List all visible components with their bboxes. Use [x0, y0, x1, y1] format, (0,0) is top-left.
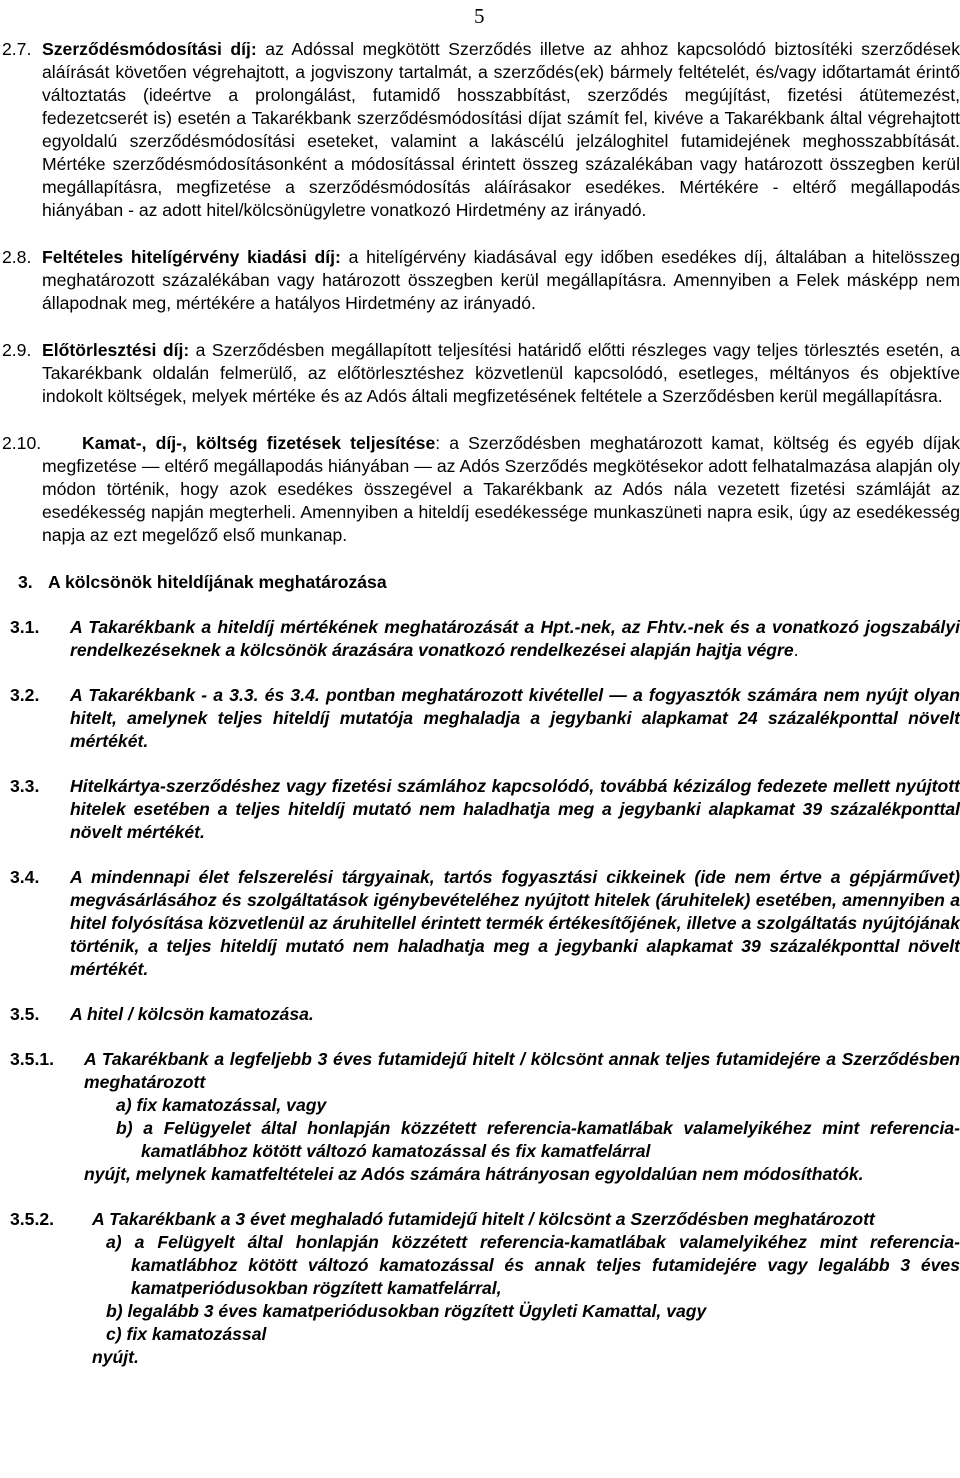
item-text: A hitel / kölcsön kamatozása. — [70, 1004, 314, 1024]
item-text: A Takarékbank - a 3.3. és 3.4. pontban meghatározott kivétellel — a fogyasztók számára nem nyújt olyan hitelt, amelynek teljes hiteldíj mutatója meghaladja a jegybanki alapkamat 24 százalékponttal növelt mértékét. — [70, 685, 960, 751]
heading-title: A kölcsönök hiteldíjának meghatározása — [48, 572, 387, 592]
section-number: 2.7. — [2, 39, 32, 59]
section-text: a hitelígérvény kiadásával egy időben esedékes díj, általában a hitelösszeg meghatározott százalékában vagy határozott összegben kerül megállapításra. Amennyiben a Felek másképp nem állapodnak meg, mértékére a hatályos Hirdetmény az irányadó. — [42, 247, 960, 313]
item-3-1 — [10, 616, 960, 662]
section-number: 2.8. — [2, 247, 32, 267]
item-outro: nyújt. — [92, 1347, 139, 1367]
item-3-2 — [10, 684, 960, 753]
option-b: b) a Felügyelet által honlapján közzétett referencia-kamatlábak valamelyikéhez mint referencia-kamatlábhoz kötött változó kamatozással és fix kamatfelárral — [116, 1118, 960, 1161]
option-c: c) fix kamatozással — [106, 1324, 267, 1344]
section-title: Szerződésmódosítási díj: — [42, 39, 257, 59]
option-a: a) a Felügyelt által honlapján közzétett referencia-kamatlábak valamelyikéhez mint referencia-kamatlábhoz kötött változó kamatozással és annak teljes futamidejére vagy legalább 3 éves kamatperiódusokban rögzített kamatfelárral, — [106, 1232, 960, 1298]
item-tail: . — [793, 640, 799, 660]
section-2-10 — [2, 432, 960, 547]
item-text: A mindennapi élet felszerelési tárgyainak, tartós fogyasztási cikkeinek (ide nem értve a gépjárművet) megvásárlásához és szolgáltatások igénybevételéhez nyújtott hitelek (áruhitelek) esetében, amennyiben a hitel folyósítása közvetlenül az áruhitellel érintett termék értékesítőjének, illetve a szolgáltatás nyújtójának történik, a teljes hiteldíj mutató nem haladhatja meg a jegybanki alapkamat 39 százalékponttal növelt mértékét. — [70, 867, 960, 979]
section-text: : a Szerződésben meghatározott kamat, költség és egyéb díjak megfizetése — eltérő megállapodás hiányában — az Adós Szerződés megkötésekor adott felhatalmazása alapján oly módon történik, hogy azok esedékes összegével a Takarékbank az Adós nála vezetett fizetési számláját az esedékesség napján megterheli. Amennyiben a hiteldíj esedékessége munkaszüneti napra esik, úgy az esedékesség napja az ezt megelőző első munkanap. — [42, 433, 960, 545]
section-title: Előtörlesztési díj: — [42, 340, 190, 360]
section-text: az Adóssal megkötött Szerződés illetve az ahhoz kapcsolódó biztosítéki szerződések aláírását követően végrehajtott, a jogviszony tartalmát, a szerződés(ek) bármely feltételét, és/vagy időtartamát érintő változtatás (ideértve a prolongálást, futamidő hosszabbítást, szerződés megújítást, fizetési átütemezést, fedezetcserét is) esetén a Takarékbank szerződésmódosítási díjat számít fel, kivéve a Takarékbank által végrehajtott egyoldalú szerződésmódosítási eseteket, valamint a lakáscélú jelzáloghitel futamidejének meghosszabbítását. Mértéke szerződésmódosításonként a módosítással érintett összeg százalékában vagy határozott összegben kerül megállapításra, megfizetése a szerződésmódosítás aláírásakor esedékes. Mértékére - eltérő megállapodás hiányában - az adott hitel/kölcsönügyletre vonatkozó Hirdetmény az irányadó. — [42, 39, 960, 220]
section-number: 2.10. — [2, 433, 42, 453]
item-outro: nyújt, melynek kamatfeltételei az Adós számára hátrányosan egyoldalúan nem módosíthatók. — [84, 1164, 864, 1184]
section-2-9 — [2, 339, 960, 408]
item-number: 3.2. — [10, 685, 40, 705]
section-2-7 — [2, 38, 960, 222]
option-b: b) legalább 3 éves kamatperiódusokban rögzített Ügyleti Kamattal, vagy — [106, 1301, 707, 1321]
item-3-5-1 — [10, 1048, 960, 1186]
item-3-5 — [10, 1003, 960, 1026]
options-list — [92, 1231, 960, 1346]
section-2-8 — [2, 246, 960, 315]
options-list — [84, 1094, 960, 1163]
item-text: A Takarékbank a hiteldíj mértékének meghatározását a Hpt.-nek, az Fhtv.-nek és a vonatkozó jogszabályi rendelkezéseknek a kölcsönök árazására vonatkozó rendelkezései alapján hajtja végre — [70, 617, 960, 660]
item-3-4 — [10, 866, 960, 981]
heading-3 — [10, 571, 960, 594]
item-intro: A Takarékbank a legfeljebb 3 éves futamidejű hitelt / kölcsönt annak teljes futamidejére a Szerződésben meghatározott — [84, 1049, 960, 1092]
item-number: 3.5.2. — [10, 1209, 55, 1229]
item-intro: A Takarékbank a 3 évet meghaladó futamidejű hitelt / kölcsönt a Szerződésben meghatározott — [92, 1209, 875, 1229]
item-3-5-2 — [10, 1208, 960, 1369]
item-number: 3.5. — [10, 1004, 40, 1024]
item-number: 3.4. — [10, 867, 40, 887]
item-number: 3.1. — [10, 617, 40, 637]
option-a: a) fix kamatozással, vagy — [116, 1095, 327, 1115]
item-number: 3.5.1. — [10, 1049, 55, 1069]
section-title: Feltételes hitelígérvény kiadási díj: — [42, 247, 341, 267]
item-number: 3.3. — [10, 776, 40, 796]
item-text: Hitelkártya-szerződéshez vagy fizetési számlához kapcsolódó, továbbá kézizálog fedezete mellett nyújtott hitelek esetében a teljes hiteldíj mutató nem haladhatja meg a jegybanki alapkamat 39 százalékponttal növelt mértékét. — [70, 776, 960, 842]
section-text: a Szerződésben megállapított teljesítési határidő előtti részleges vagy teljes törlesztés esetén, a Takarékbank oldalán felmerülő, az előtörlesztéshez közvetlenül kapcsolódó, esetleges, méltányos és objektíve indokolt költségek, melyek mértéke és az Adós általi megfizetésének feltétele a Szerződésben kerül megállapításra. — [42, 340, 960, 406]
heading-number: 3. — [18, 572, 33, 592]
item-3-3 — [10, 775, 960, 844]
document-body — [2, 38, 960, 1369]
section-number: 2.9. — [2, 340, 32, 360]
page-number: 5 — [474, 4, 485, 28]
section-title: Kamat-, díj-, költség fizetések teljesítése — [82, 433, 436, 453]
